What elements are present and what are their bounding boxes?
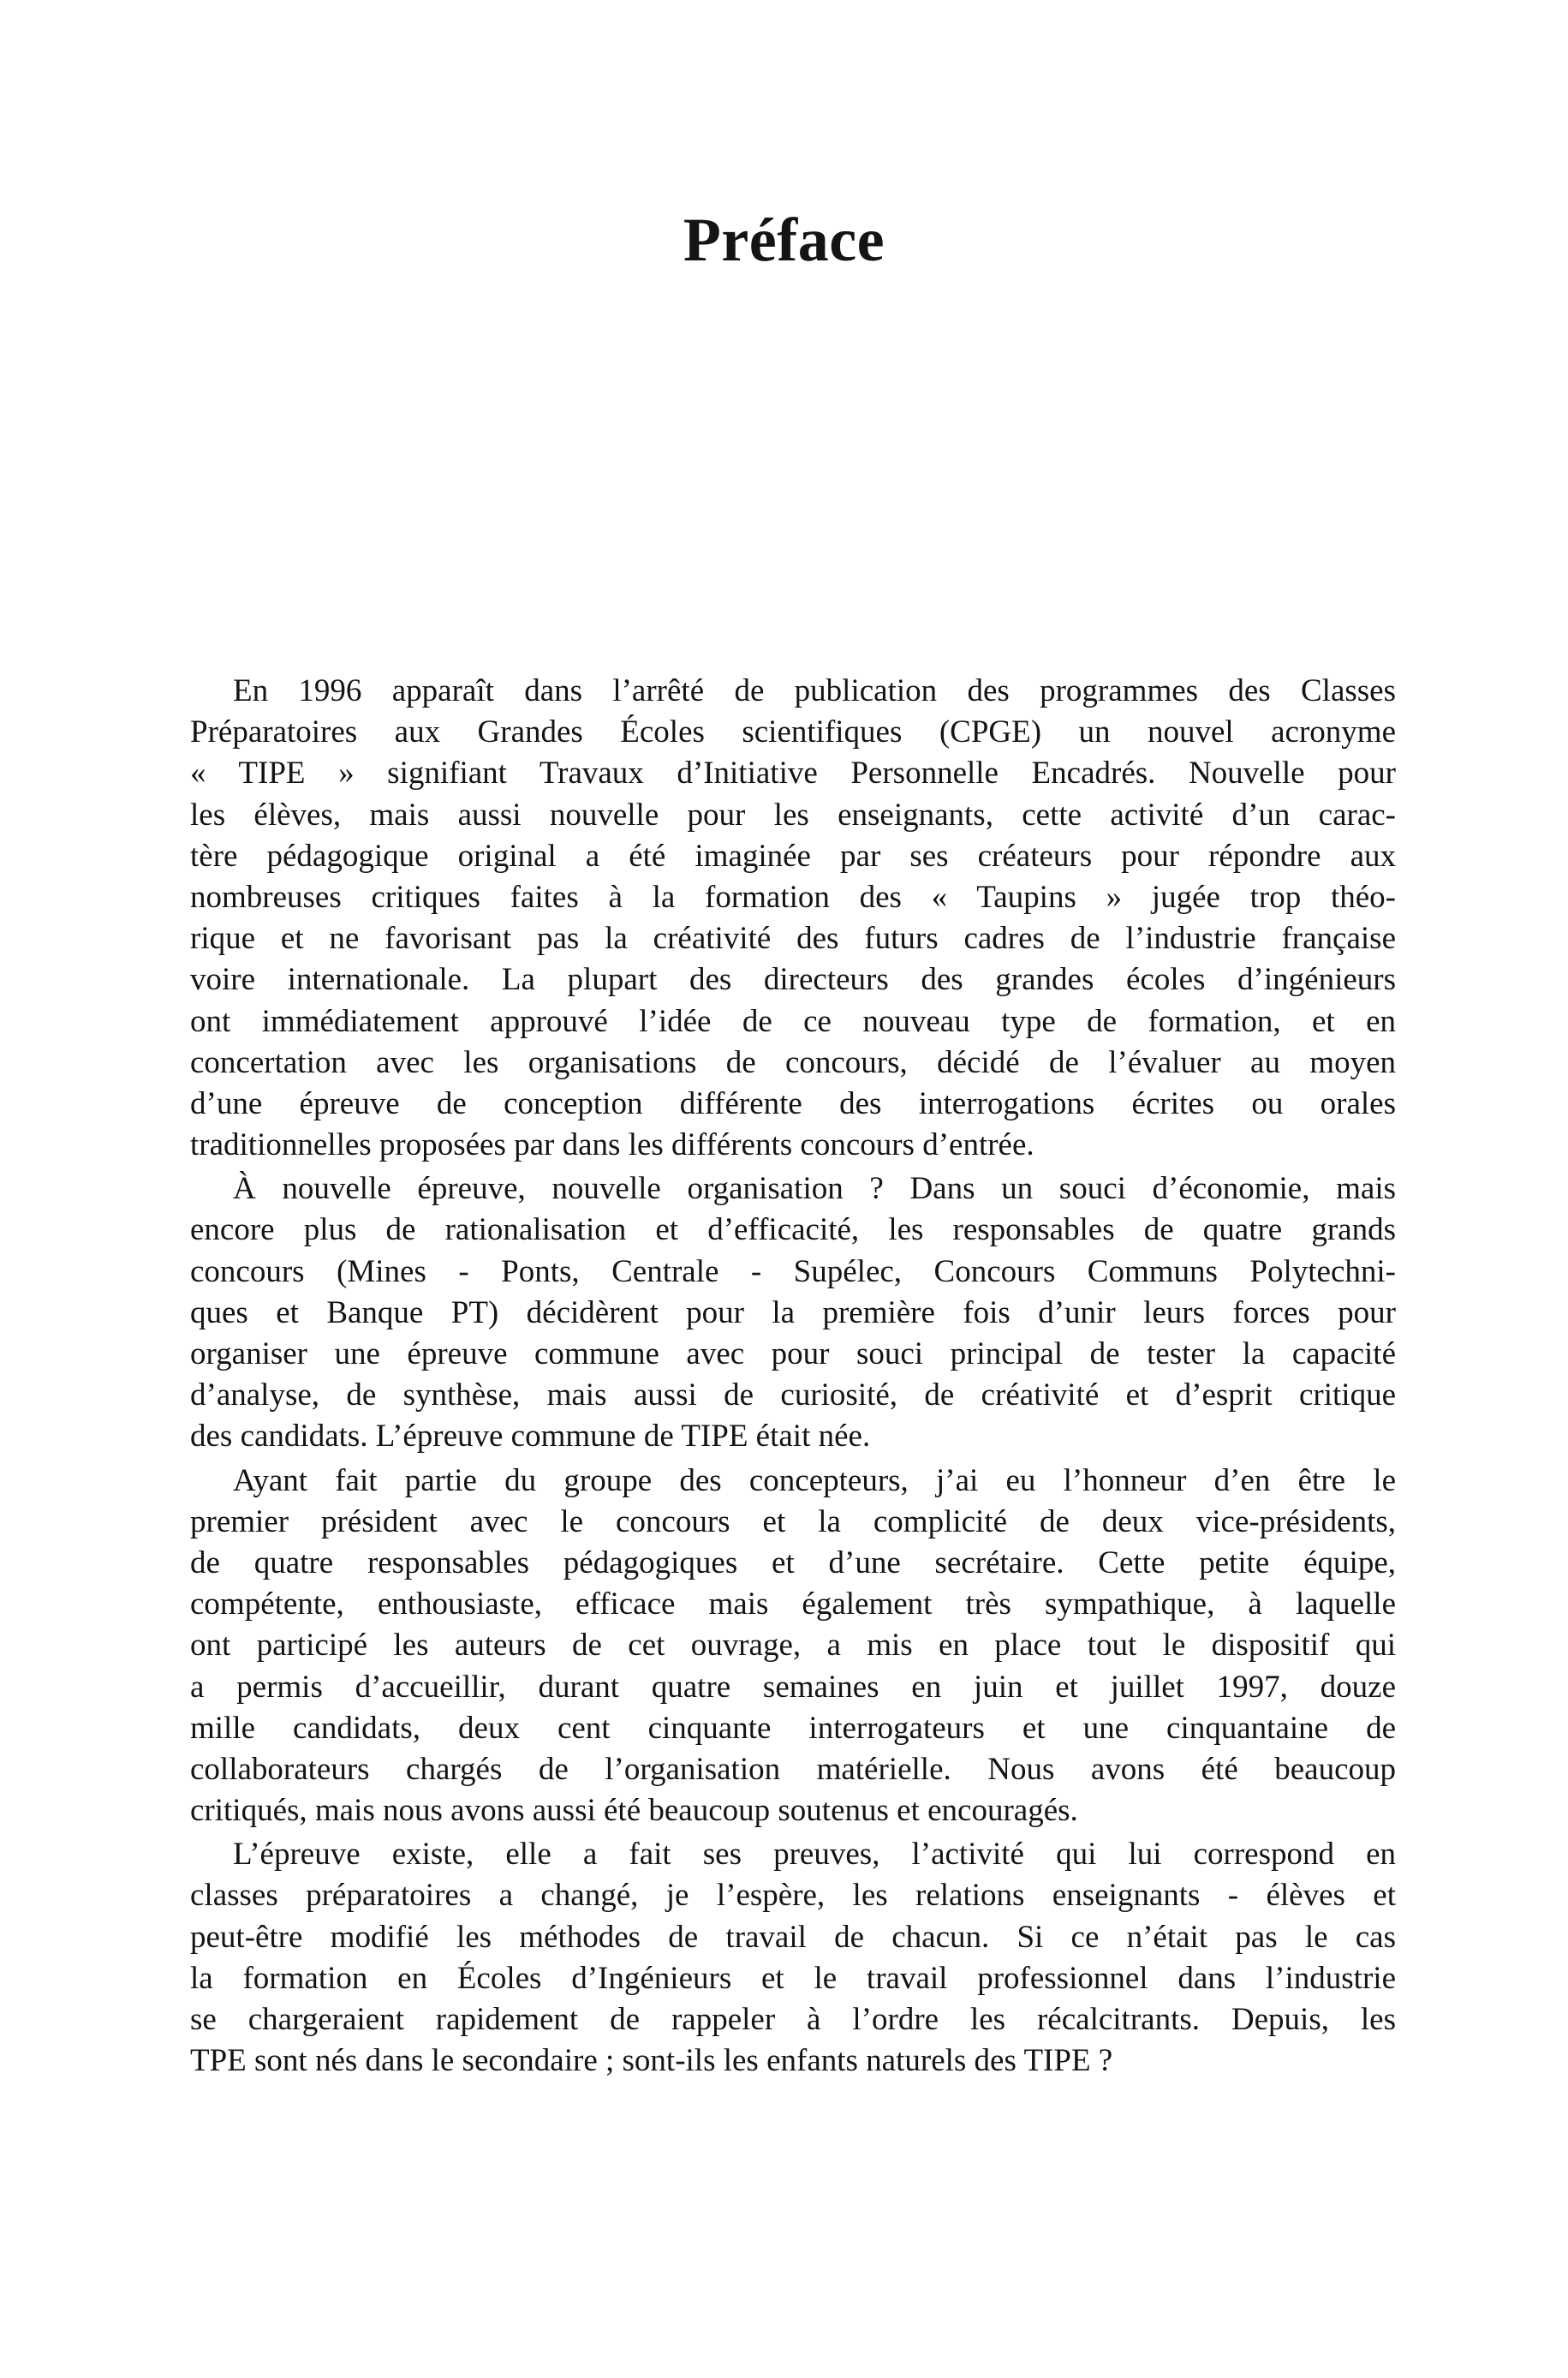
text-line: L’épreuve existe, elle a fait ses preuves, l’activité qui lui correspond en xyxy=(233,1837,1396,1873)
text-line: TPE sont nés dans le secondaire ; sont-ils les enfants naturels des TIPE ? xyxy=(190,2043,1113,2079)
text-line: se chargeraient rapidement de rappeler à l’ordre les récalcitrants. Depuis, les xyxy=(190,2002,1396,2037)
text-line: la formation en Écoles d’Ingénieurs et le travail professionnel dans l’industrie xyxy=(190,1960,1396,1996)
text-line: traditionnelles proposées par dans les différents concours d’entrée. xyxy=(190,1127,1034,1163)
text-line: rique et ne favorisant pas la créativité des futurs cadres de l’industrie française xyxy=(190,921,1396,957)
text-line: En 1996 apparaît dans l’arrêté de publication des programmes des Classes xyxy=(233,673,1396,708)
text-line: d’analyse, de synthèse, mais aussi de curiosité, de créativité et d’esprit critique xyxy=(190,1377,1396,1413)
text-line: nombreuses critiques faites à la formation des « Taupins » jugée trop théo- xyxy=(190,879,1396,915)
preface-body xyxy=(190,671,1396,2084)
text-line: des candidats. L’épreuve commune de TIPE était née. xyxy=(190,1419,871,1455)
text-line: ont immédiatement approuvé l’idée de ce nouveau type de formation, et en xyxy=(190,1003,1396,1039)
text-line: a permis d’accueillir, durant quatre semaines en juin et juillet 1997, douze xyxy=(190,1669,1396,1705)
text-line: « TIPE » signifiant Travaux d’Initiative Personnelle Encadrés. Nouvelle pour xyxy=(190,756,1396,792)
text-line: Préparatoires aux Grandes Écoles scientifiques (CPGE) un nouvel acronyme xyxy=(190,714,1396,750)
page-title: Préface xyxy=(683,206,885,274)
paragraph xyxy=(190,1168,1396,1457)
paragraph xyxy=(190,1834,1396,2082)
text-line: de quatre responsables pédagogiques et d’une secrétaire. Cette petite équipe, xyxy=(190,1545,1396,1580)
text-line: peut-être modifié les méthodes de travail de chacun. Si ce n’était pas le cas xyxy=(190,1919,1396,1955)
text-line: concours (Mines - Ponts, Centrale - Supélec, Concours Communs Polytechni- xyxy=(190,1253,1396,1289)
text-line: premier président avec le concours et la complicité de deux vice-présidents, xyxy=(190,1503,1396,1539)
text-line: organiser une épreuve commune avec pour souci principal de tester la capacité xyxy=(190,1336,1396,1371)
text-line: mille candidats, deux cent cinquante interrogateurs et une cinquantaine de xyxy=(190,1710,1396,1746)
text-line: Ayant fait partie du groupe des concepteurs, j’ai eu l’honneur d’en être le xyxy=(233,1462,1396,1498)
text-line: À nouvelle épreuve, nouvelle organisation ? Dans un souci d’économie, mais xyxy=(233,1171,1396,1207)
text-line: encore plus de rationalisation et d’efficacité, les responsables de quatre grands xyxy=(190,1212,1396,1248)
text-line: critiqués, mais nous avons aussi été beaucoup soutenus et encouragés. xyxy=(190,1793,1078,1829)
paragraph xyxy=(190,1461,1396,1832)
text-line: ques et Banque PT) décidèrent pour la première fois d’unir leurs forces pour xyxy=(190,1294,1396,1330)
paragraph xyxy=(190,671,1396,1166)
text-line: les élèves, mais aussi nouvelle pour les enseignants, cette activité d’un carac- xyxy=(190,797,1396,833)
text-line: d’une épreuve de conception différente des interrogations écrites ou orales xyxy=(190,1085,1396,1121)
text-line: concertation avec les organisations de concours, décidé de l’évaluer au moyen xyxy=(190,1044,1396,1080)
text-line: classes préparatoires a changé, je l’espère, les relations enseignants - élèves et xyxy=(190,1878,1396,1914)
text-line: collaborateurs chargés de l’organisation matérielle. Nous avons été beaucoup xyxy=(190,1751,1396,1787)
text-line: compétente, enthousiaste, efficace mais également très sympathique, à laquelle xyxy=(190,1586,1396,1622)
text-line: voire internationale. La plupart des directeurs des grandes écoles d’ingénieurs xyxy=(190,962,1396,998)
text-line: ont participé les auteurs de cet ouvrage, a mis en place tout le dispositif qui xyxy=(190,1628,1396,1664)
text-line: tère pédagogique original a été imaginée par ses créateurs pour répondre aux xyxy=(190,838,1396,874)
